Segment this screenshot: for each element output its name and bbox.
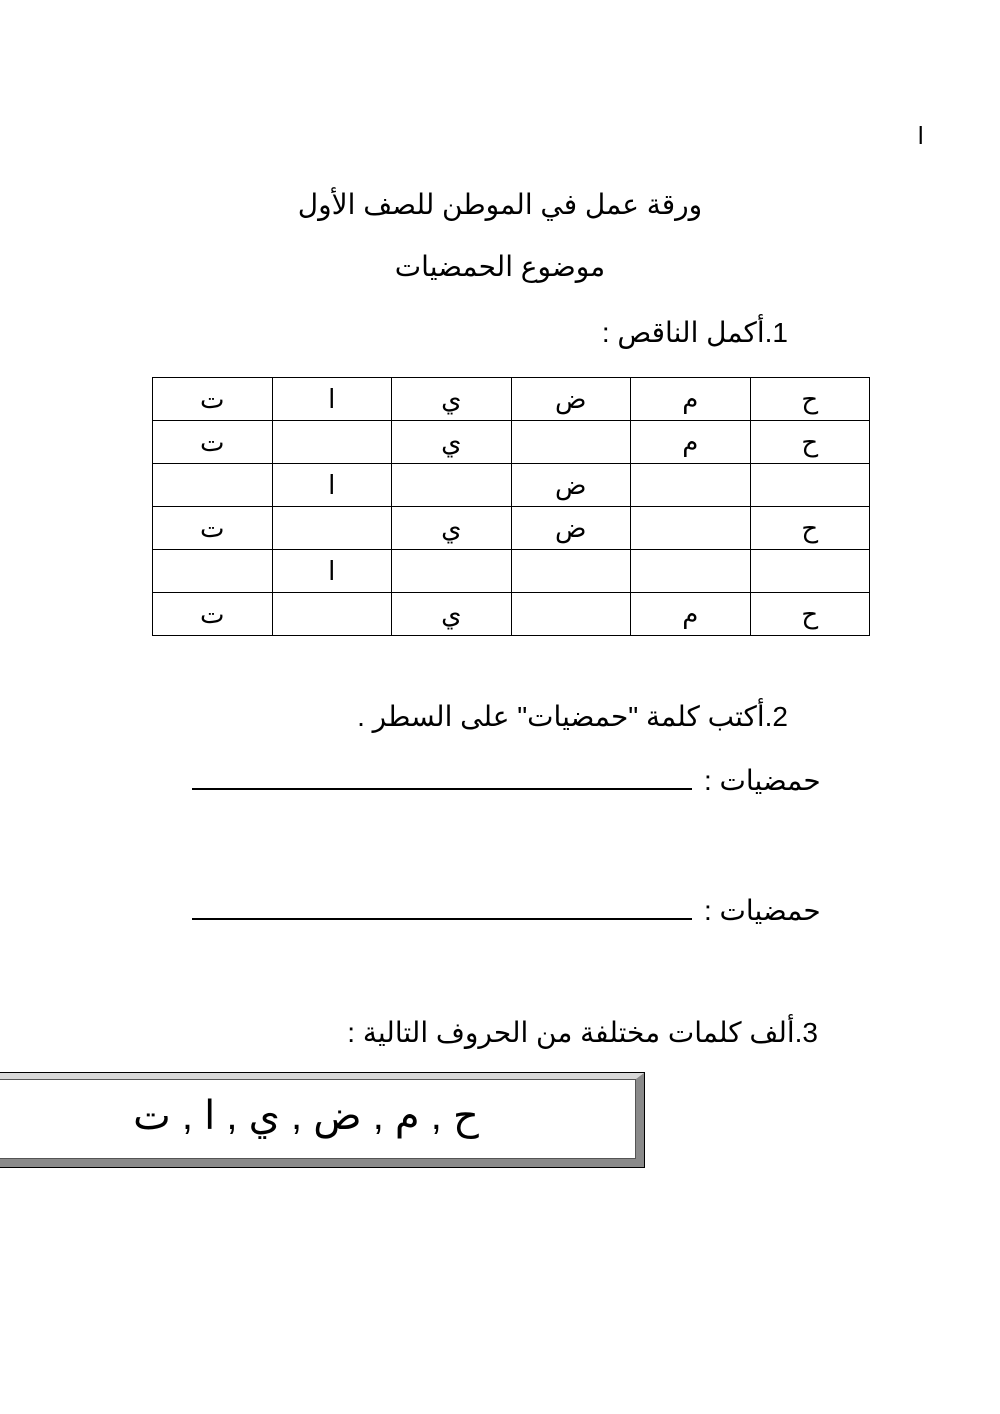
grid-cell[interactable]: [750, 464, 870, 507]
grid-cell[interactable]: ي: [392, 593, 512, 636]
table-row: [153, 550, 870, 593]
writing-row: [192, 760, 821, 797]
grid-cell[interactable]: ا: [272, 378, 392, 421]
question-2: 2.أكتب كلمة "حمضيات" على السطر .: [357, 701, 788, 732]
writing-row: [192, 890, 821, 927]
grid-cell[interactable]: ا: [272, 464, 392, 507]
table-row: [153, 378, 870, 421]
grid-cell[interactable]: [511, 421, 631, 464]
grid-cell[interactable]: ت: [153, 507, 273, 550]
grid-cell[interactable]: ح: [750, 378, 870, 421]
grid-cell[interactable]: م: [631, 593, 751, 636]
writing-label: حمضيات :: [704, 765, 821, 796]
grid-cell[interactable]: [272, 593, 392, 636]
grid-cell[interactable]: [631, 507, 751, 550]
worksheet-subtitle: موضوع الحمضيات: [394, 251, 606, 282]
grid-cell[interactable]: م: [631, 378, 751, 421]
writing-line[interactable]: [192, 890, 692, 920]
writing-label: حمضيات :: [704, 895, 821, 926]
grid-cell[interactable]: ت: [153, 421, 273, 464]
grid-cell[interactable]: [272, 421, 392, 464]
grid-cell[interactable]: ح: [750, 421, 870, 464]
letter-grid: [152, 377, 870, 636]
question-3: 3.ألف كلمات مختلفة من الحروف التالية :: [347, 1017, 818, 1048]
grid-cell[interactable]: ي: [392, 507, 512, 550]
grid-cell[interactable]: ي: [392, 378, 512, 421]
worksheet-title: ورقة عمل في الموطن للصف الأول: [297, 189, 703, 220]
grid-cell[interactable]: ض: [511, 464, 631, 507]
grid-cell[interactable]: [392, 550, 512, 593]
table-row: [153, 421, 870, 464]
grid-cell[interactable]: ت: [153, 593, 273, 636]
table-row: [153, 507, 870, 550]
grid-cell[interactable]: [631, 550, 751, 593]
grid-cell[interactable]: [153, 464, 273, 507]
grid-cell[interactable]: ض: [511, 378, 631, 421]
grid-cell[interactable]: ح: [750, 593, 870, 636]
grid-cell[interactable]: ا: [272, 550, 392, 593]
letters-list: ح , م , ض , ي , ا , ت: [133, 1094, 479, 1138]
grid-cell[interactable]: [631, 464, 751, 507]
grid-cell[interactable]: ح: [750, 507, 870, 550]
grid-cell[interactable]: [511, 550, 631, 593]
grid-cell[interactable]: ي: [392, 421, 512, 464]
table-row: [153, 464, 870, 507]
grid-cell[interactable]: [272, 507, 392, 550]
grid-cell[interactable]: م: [631, 421, 751, 464]
grid-cell[interactable]: [750, 550, 870, 593]
grid-cell[interactable]: [392, 464, 512, 507]
letters-box: [0, 1073, 644, 1167]
grid-cell[interactable]: [153, 550, 273, 593]
grid-cell[interactable]: ض: [511, 507, 631, 550]
page-mark: ا: [917, 123, 924, 150]
writing-line[interactable]: [192, 760, 692, 790]
question-1: 1.أكمل الناقص :: [601, 317, 788, 348]
table-row: [153, 593, 870, 636]
grid-cell[interactable]: ت: [153, 378, 273, 421]
grid-cell[interactable]: [511, 593, 631, 636]
